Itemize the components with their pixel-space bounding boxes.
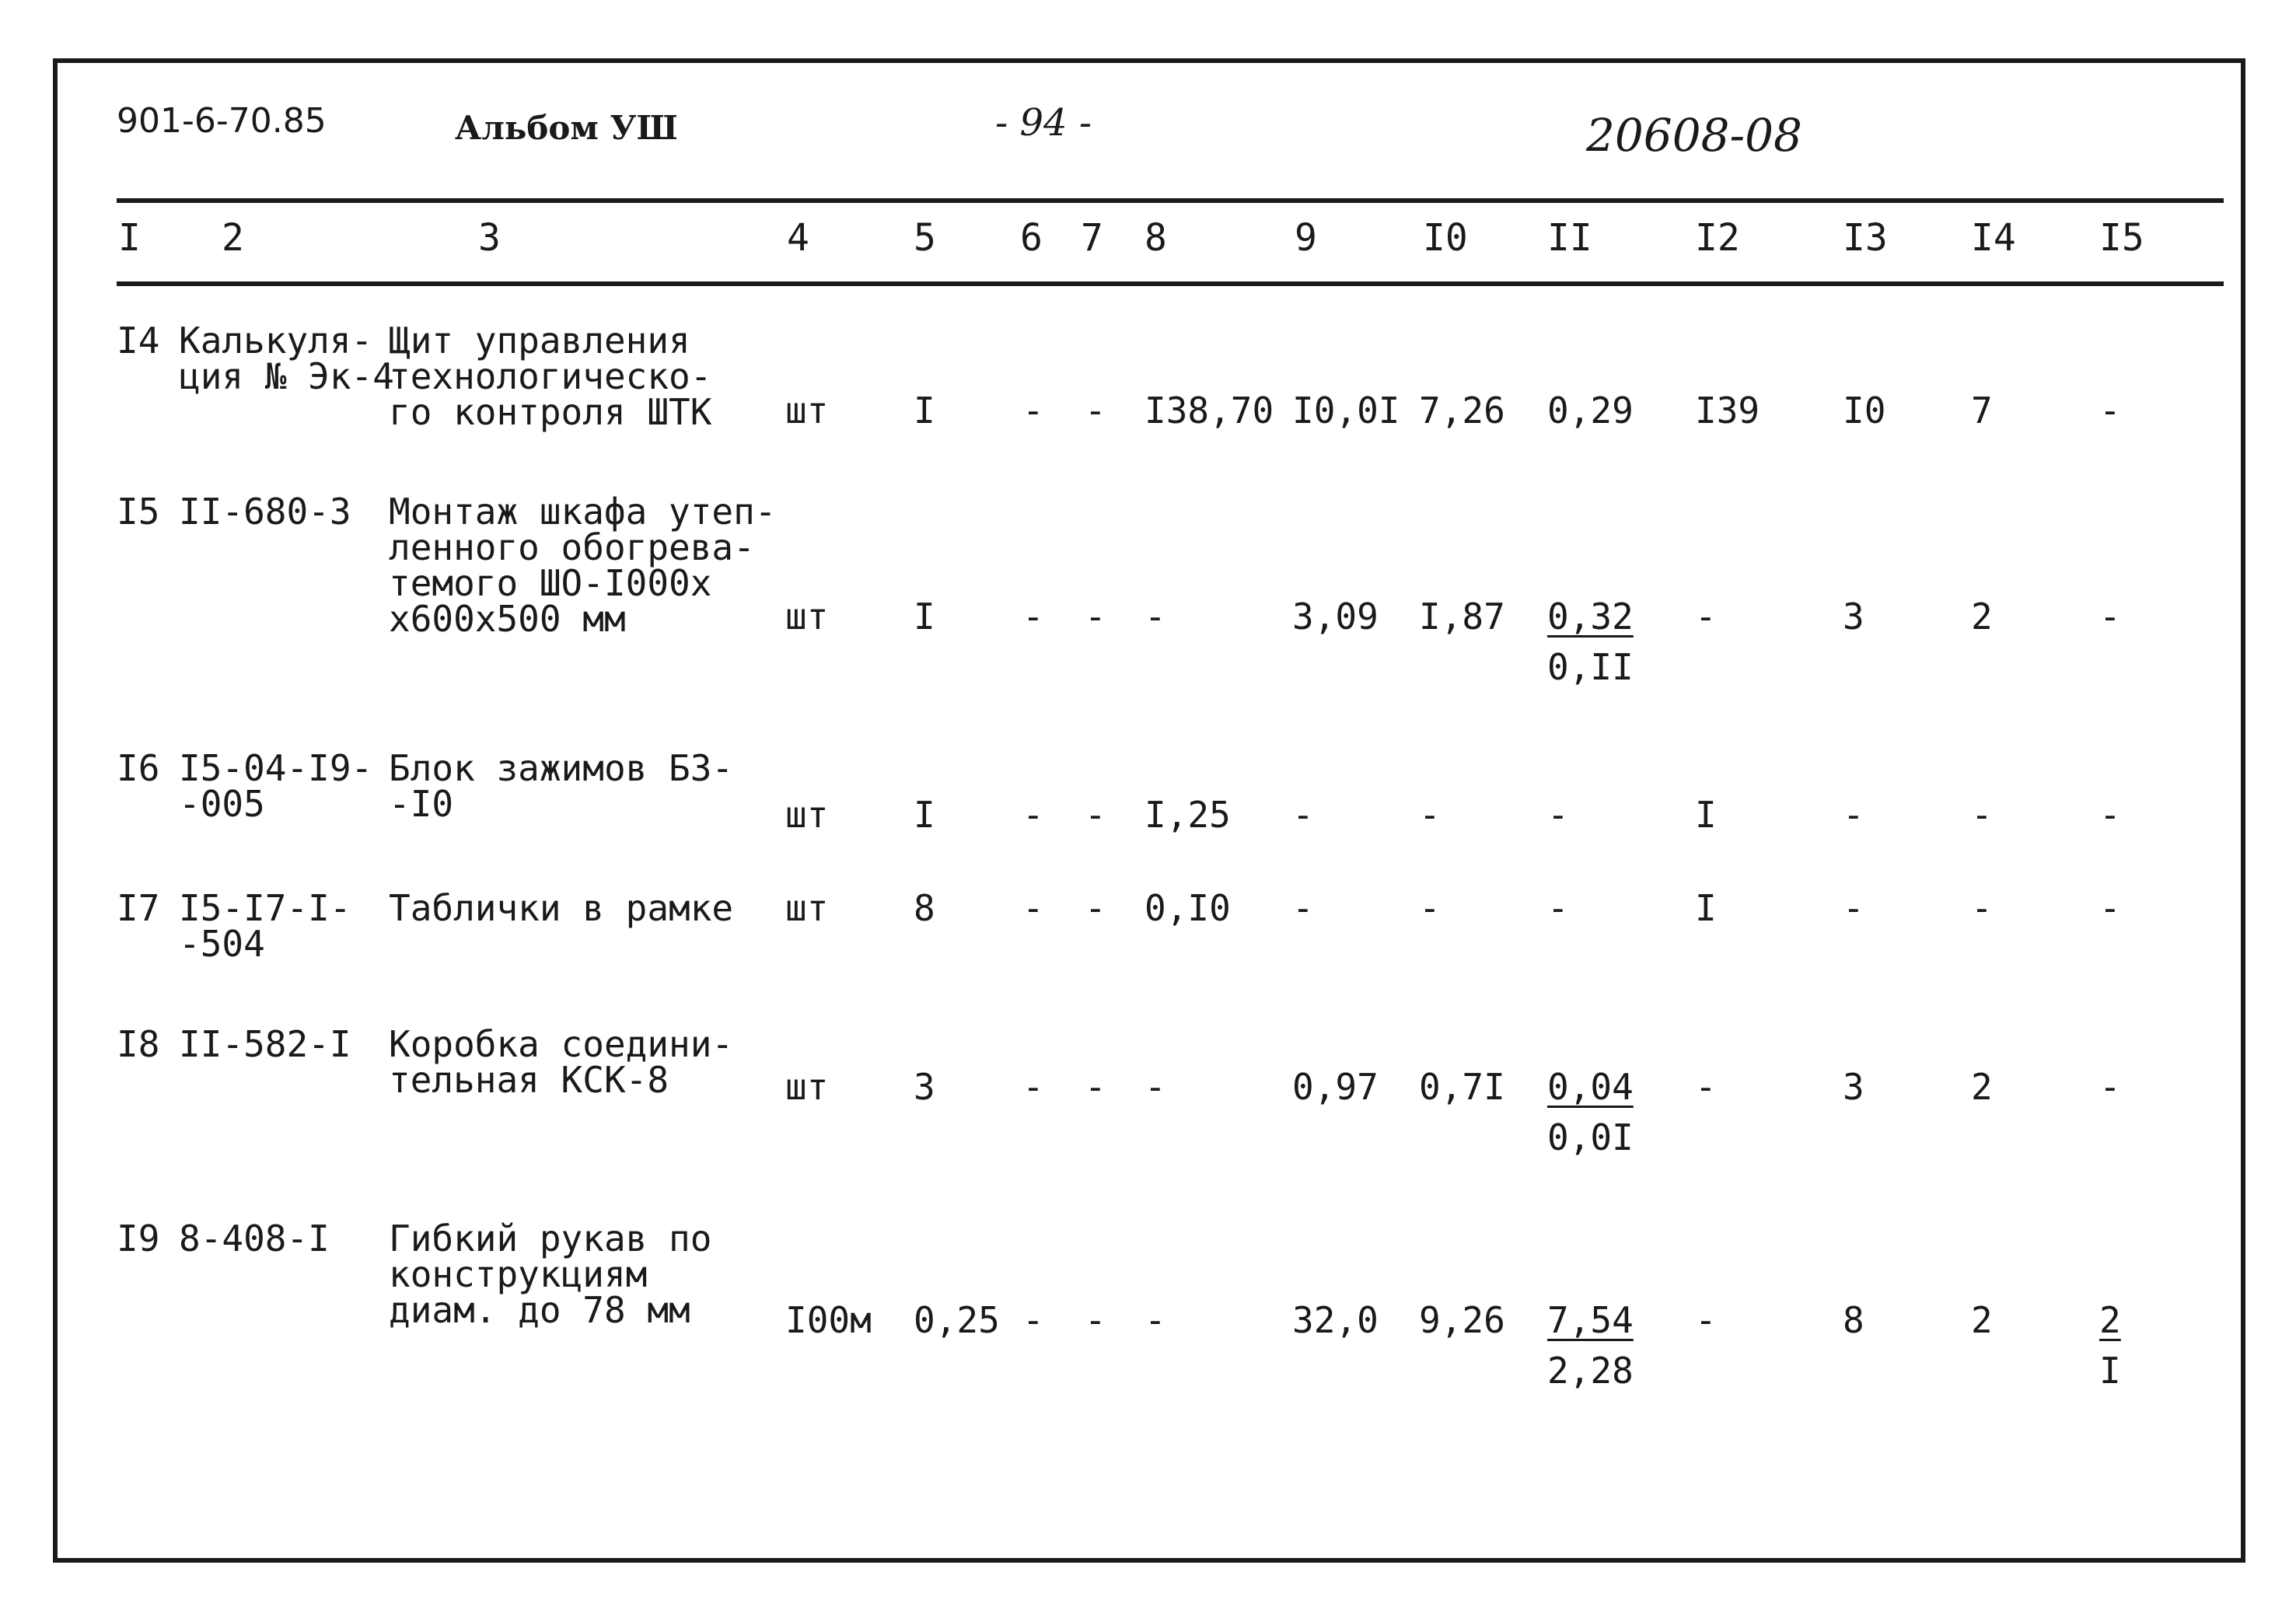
- col-14: 2: [1971, 1066, 1993, 1108]
- col-15: -: [2099, 596, 2121, 638]
- column-number-8: 8: [1145, 216, 1167, 260]
- col-6: -: [1022, 887, 1044, 929]
- quantity: I: [914, 794, 935, 836]
- col-14: -: [1971, 794, 1993, 836]
- item-name: Щит управления технологическо- го контроля ШТК: [389, 320, 712, 433]
- col-10: 7,26: [1419, 390, 1505, 431]
- col-11: -: [1547, 887, 1569, 929]
- col-11-numerator: 7,54: [1547, 1299, 1634, 1341]
- col-11: 0,29: [1547, 390, 1634, 431]
- col-12: I: [1695, 794, 1717, 836]
- rate-code: 8-408-I: [179, 1217, 330, 1259]
- col-6: -: [1022, 596, 1044, 638]
- rate-code: II-680-3: [179, 491, 351, 533]
- row-number: I9: [117, 1217, 160, 1259]
- column-number-6: 6: [1020, 216, 1043, 260]
- quantity: 0,25: [914, 1299, 1000, 1341]
- item-name: Блок зажимов БЗ- -I0: [389, 747, 734, 825]
- rate-code: II-582-I: [179, 1023, 351, 1065]
- unit: шт: [785, 887, 829, 929]
- col-7: -: [1085, 887, 1106, 929]
- col-10: 9,26: [1419, 1299, 1505, 1341]
- col-6: -: [1022, 390, 1044, 431]
- column-number-5: 5: [914, 216, 936, 260]
- item-name: Монтаж шкафа утеп- ленного обогрева- темого ШО-I000х х600х500 мм: [389, 491, 777, 640]
- col-13: 8: [1843, 1299, 1864, 1341]
- column-number-2: 2: [222, 216, 244, 260]
- col-10: -: [1419, 887, 1441, 929]
- column-number-14: I4: [1971, 216, 2016, 260]
- column-number-10: I0: [1423, 216, 1468, 260]
- row-number: I5: [117, 491, 160, 533]
- col-15: -: [2099, 794, 2121, 836]
- col-13: 3: [1843, 596, 1864, 638]
- column-number-3: 3: [478, 216, 501, 260]
- col-13: I0: [1843, 390, 1886, 431]
- col-9: 0,97: [1292, 1066, 1379, 1108]
- col-8: -: [1145, 1066, 1166, 1108]
- col-8: I38,70: [1145, 390, 1274, 431]
- col-13: -: [1843, 887, 1864, 929]
- item-name: Гибкий рукав по конструкциям диам. до 78 мм: [389, 1217, 712, 1331]
- col-7: -: [1085, 390, 1106, 431]
- column-number-13: I3: [1843, 216, 1888, 260]
- col-12: -: [1695, 1299, 1717, 1341]
- col-11-denominator: 0,II: [1547, 646, 1634, 688]
- col-10: -: [1419, 794, 1441, 836]
- page-number: - 94 -: [995, 101, 1092, 145]
- col-14: 2: [1971, 596, 1993, 638]
- header-rule-top: [117, 198, 2224, 203]
- row-number: I7: [117, 887, 160, 929]
- col-11: -: [1547, 794, 1569, 836]
- col-9: I0,0I: [1292, 390, 1400, 431]
- col-12: -: [1695, 596, 1717, 638]
- col-10: 0,7I: [1419, 1066, 1505, 1108]
- col-15: -: [2099, 887, 2121, 929]
- column-number-7: 7: [1081, 216, 1103, 260]
- quantity: 8: [914, 887, 935, 929]
- unit: шт: [785, 1066, 829, 1108]
- item-name: Таблички в рамке: [389, 887, 734, 929]
- col-7: -: [1085, 596, 1106, 638]
- col-10: I,87: [1419, 596, 1505, 638]
- col-6: -: [1022, 1299, 1044, 1341]
- item-name: Коробка соедини- тельная КСК-8: [389, 1023, 734, 1101]
- col-7: -: [1085, 1299, 1106, 1341]
- col-11-denominator: 2,28: [1547, 1350, 1634, 1392]
- col-13: 3: [1843, 1066, 1864, 1108]
- col-8: I,25: [1145, 794, 1231, 836]
- column-number-4: 4: [787, 216, 809, 260]
- col-7: -: [1085, 1066, 1106, 1108]
- col-14: 7: [1971, 390, 1993, 431]
- column-number-15: I5: [2099, 216, 2144, 260]
- col-12: I: [1695, 887, 1717, 929]
- quantity: I: [914, 596, 935, 638]
- col-9: -: [1292, 794, 1314, 836]
- col-15-denominator: I: [2099, 1350, 2121, 1392]
- quantity: I: [914, 390, 935, 431]
- column-number-9: 9: [1295, 216, 1317, 260]
- unit: I00м: [785, 1299, 872, 1341]
- col-15: -: [2099, 1066, 2121, 1108]
- col-14: 2: [1971, 1299, 1993, 1341]
- col-6: -: [1022, 794, 1044, 836]
- album-label: Альбом УШ: [455, 109, 678, 147]
- unit: шт: [785, 596, 829, 638]
- header-rule-bottom: [117, 281, 2224, 286]
- col-15-numerator: 2: [2099, 1299, 2121, 1341]
- row-number: I6: [117, 747, 160, 789]
- rate-code: Калькуля- ция № Эк-4: [179, 320, 394, 397]
- col-8: -: [1145, 596, 1166, 638]
- row-number: I8: [117, 1023, 160, 1065]
- col-9: 32,0: [1292, 1299, 1379, 1341]
- doc-code: 901-6-70.85: [117, 101, 327, 141]
- col-11-numerator: 0,04: [1547, 1066, 1634, 1108]
- col-12: I39: [1695, 390, 1760, 431]
- col-6: -: [1022, 1066, 1044, 1108]
- unit: шт: [785, 794, 829, 836]
- column-number-1: I: [118, 216, 141, 260]
- column-number-11: II: [1547, 216, 1592, 260]
- col-7: -: [1085, 794, 1106, 836]
- sheet-number: 20608-08: [1586, 109, 1802, 162]
- col-8: 0,I0: [1145, 887, 1231, 929]
- col-11-denominator: 0,0I: [1547, 1116, 1634, 1158]
- rate-code: I5-04-I9- -005: [179, 747, 373, 825]
- quantity: 3: [914, 1066, 935, 1108]
- col-15: -: [2099, 390, 2121, 431]
- col-14: -: [1971, 887, 1993, 929]
- col-9: 3,09: [1292, 596, 1379, 638]
- rate-code: I5-I7-I- -504: [179, 887, 351, 965]
- col-13: -: [1843, 794, 1864, 836]
- col-9: -: [1292, 887, 1314, 929]
- unit: шт: [785, 390, 829, 431]
- col-11-numerator: 0,32: [1547, 596, 1634, 638]
- row-number: I4: [117, 320, 160, 362]
- column-number-12: I2: [1695, 216, 1740, 260]
- col-8: -: [1145, 1299, 1166, 1341]
- col-12: -: [1695, 1066, 1717, 1108]
